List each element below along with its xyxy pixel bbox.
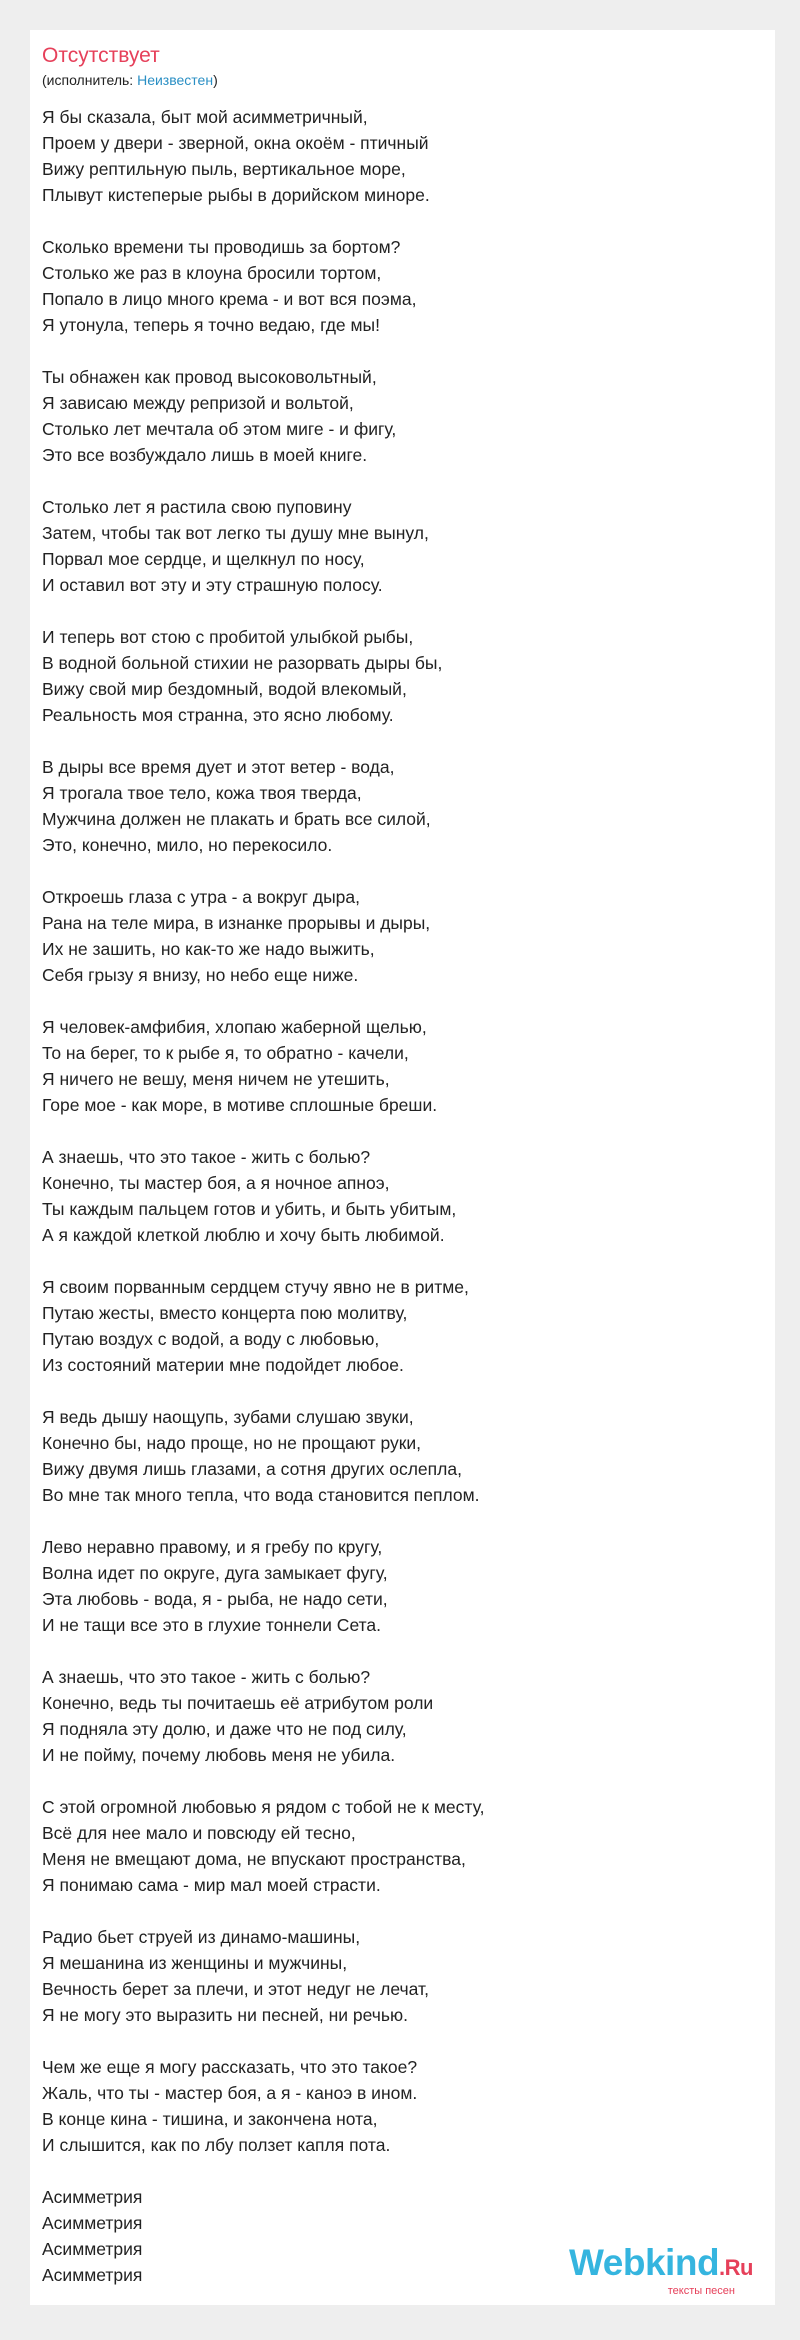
lyrics-stanza — [42, 624, 762, 728]
lyrics-stanza — [42, 1404, 762, 1508]
lyrics-line: И теперь вот стою с пробитой улыбкой рыбы, — [42, 627, 414, 647]
lyrics-line: Я ведь дышу наощупь, зубами слушаю звуки, — [42, 1407, 414, 1427]
lyrics-line: Рана на теле мира, в изнанке прорывы и дыры, — [42, 913, 431, 933]
lyrics-line: И слышится, как по лбу ползет капля пота. — [42, 2135, 391, 2155]
lyrics-line: Эта любовь - вода, я - рыба, не надо сети, — [42, 1589, 388, 1609]
lyrics-line: Асимметрия — [42, 2265, 143, 2285]
lyrics-line: А я каждой клеткой люблю и хочу быть любимой. — [42, 1225, 445, 1245]
lyrics-stanza — [42, 364, 762, 468]
lyrics-line: Вижу свой мир бездомный, водой влекомый, — [42, 679, 407, 699]
lyrics-line: Из состояний материи мне подойдет любое. — [42, 1355, 404, 1375]
logo-tagline: тексты песен — [667, 2285, 735, 2297]
lyrics-line: Затем, чтобы так вот легко ты душу мне вынул, — [42, 523, 429, 543]
lyrics-line: Я не могу это выразить ни песней, ни речью. — [42, 2005, 408, 2025]
lyrics-line: Я зависаю между репризой и вольтой, — [42, 393, 354, 413]
lyrics-line: Волна идет по округе, дуга замыкает фугу, — [42, 1563, 388, 1583]
lyrics-line: Во мне так много тепла, что вода становится пеплом. — [42, 1485, 480, 1505]
lyrics-line: Попало в лицо много крема - и вот вся поэма, — [42, 289, 417, 309]
logo-name: Webkind — [569, 2242, 720, 2283]
lyrics-line: В дыры все время дует и этот ветер - вода, — [42, 757, 395, 777]
lyrics-line: Меня не вмещают дома, не впускают пространства, — [42, 1849, 466, 1869]
lyrics-stanza — [42, 1664, 762, 1768]
lyrics-line: Я человек-амфибия, хлопаю жаберной щелью, — [42, 1017, 427, 1037]
lyrics-line: Всё для нее мало и повсюду ей тесно, — [42, 1823, 356, 1843]
lyrics-line: Сколько времени ты проводишь за бортом? — [42, 237, 401, 257]
lyrics-line: Я бы сказала, быт мой асимметричный, — [42, 107, 368, 127]
artist-line — [42, 72, 218, 88]
lyrics-line: Я трогала твое тело, кожа твоя тверда, — [42, 783, 362, 803]
lyrics-line: В конце кина - тишина, и закончена нота, — [42, 2109, 378, 2129]
lyrics-line: Это все возбуждало лишь в моей книге. — [42, 445, 368, 465]
lyrics-line: Вижу двумя лишь глазами, а сотня других ослепла, — [42, 1459, 462, 1479]
lyrics-line: Столько лет я растила свою пуповину — [42, 497, 352, 517]
lyrics-line: Я понимаю сама - мир мал моей страсти. — [42, 1875, 381, 1895]
lyrics-stanza — [42, 1014, 762, 1118]
lyrics-line: Их не зашить, но как-то же надо выжить, — [42, 939, 375, 959]
lyrics-body — [42, 104, 762, 2314]
lyrics-line: И оставил вот эту и эту страшную полосу. — [42, 575, 383, 595]
lyrics-line: Радио бьет струей из динамо-машины, — [42, 1927, 361, 1947]
lyrics-line: Асимметрия — [42, 2187, 143, 2207]
lyrics-line: Асимметрия — [42, 2239, 143, 2259]
lyrics-line: Я ничего не вешу, меня ничем не утешить, — [42, 1069, 390, 1089]
lyrics-line: Горе мое - как море, в мотиве сплошные бреши. — [42, 1095, 438, 1115]
lyrics-line: Вечность берет за плечи, и этот недуг не лечат, — [42, 1979, 429, 1999]
lyrics-line: Конечно бы, надо проще, но не прощают руки, — [42, 1433, 422, 1453]
lyrics-line: Мужчина должен не плакать и брать все силой, — [42, 809, 431, 829]
lyrics-line: А знаешь, что это такое - жить с болью? — [42, 1667, 371, 1687]
lyrics-line: Реальность моя странна, это ясно любому. — [42, 705, 394, 725]
lyrics-line: Конечно, ведь ты почитаешь её атрибутом роли — [42, 1693, 434, 1713]
lyrics-line: Чем же еще я могу рассказать, что это такое? — [42, 2057, 418, 2077]
lyrics-line: Я подняла эту долю, и даже что не под силу, — [42, 1719, 407, 1739]
lyrics-line: Путаю воздух с водой, а воду с любовью, — [42, 1329, 380, 1349]
lyrics-line: Жаль, что ты - мастер боя, а я - каноэ в ином. — [42, 2083, 418, 2103]
lyrics-line: Порвал мое сердце, и щелкнул по носу, — [42, 549, 365, 569]
site-logo[interactable] — [569, 2244, 753, 2297]
lyrics-line: Асимметрия — [42, 2213, 143, 2233]
artist-suffix: ) — [213, 72, 218, 88]
lyrics-line: Откроешь глаза с утра - а вокруг дыра, — [42, 887, 360, 907]
lyrics-stanza — [42, 1274, 762, 1378]
lyrics-line: Путаю жесты, вместо концерта пою молитву, — [42, 1303, 408, 1323]
lyrics-line: То на берег, то к рыбе я, то обратно - качели, — [42, 1043, 409, 1063]
lyrics-line: Ты обнажен как провод высоковольтный, — [42, 367, 377, 387]
song-title: Отсутствует — [42, 44, 160, 67]
lyrics-stanza — [42, 104, 762, 208]
lyrics-line: В водной больной стихии не разорвать дыры бы, — [42, 653, 443, 673]
lyrics-line: Вижу рептильную пыль, вертикальное море, — [42, 159, 406, 179]
logo-wordmark — [569, 2244, 753, 2287]
lyrics-line: Лево неравно правому, и я гребу по кругу, — [42, 1537, 383, 1557]
lyrics-line: Это, конечно, мило, но перекосило. — [42, 835, 333, 855]
lyrics-line: Я мешанина из женщины и мужчины, — [42, 1953, 348, 1973]
logo-suffix: .Ru — [719, 2255, 753, 2280]
lyrics-line: Проем у двери - зверной, окна окоём - птичный — [42, 133, 429, 153]
lyrics-card — [30, 30, 775, 2305]
lyrics-line: Я своим порванным сердцем стучу явно не в ритме, — [42, 1277, 469, 1297]
lyrics-stanza — [42, 754, 762, 858]
lyrics-line: А знаешь, что это такое - жить с болью? — [42, 1147, 371, 1167]
lyrics-line: С этой огромной любовью я рядом с тобой не к месту, — [42, 1797, 485, 1817]
artist-prefix: (исполнитель: — [42, 72, 138, 88]
lyrics-line: Конечно, ты мастер боя, а я ночное апноэ, — [42, 1173, 390, 1193]
lyrics-stanza — [42, 1794, 762, 1898]
lyrics-stanza — [42, 884, 762, 988]
lyrics-line: Столько лет мечтала об этом миге - и фигу, — [42, 419, 397, 439]
lyrics-line: Я утонула, теперь я точно ведаю, где мы! — [42, 315, 380, 335]
lyrics-stanza — [42, 234, 762, 338]
lyrics-stanza — [42, 494, 762, 598]
lyrics-stanza — [42, 1534, 762, 1638]
lyrics-line: Себя грызу я внизу, но небо еще ниже. — [42, 965, 359, 985]
lyrics-line: Столько же раз в клоуна бросили тортом, — [42, 263, 382, 283]
lyrics-stanza — [42, 2054, 762, 2158]
lyrics-stanza — [42, 1144, 762, 1248]
lyrics-line: Ты каждым пальцем готов и убить, и быть убитым, — [42, 1199, 457, 1219]
lyrics-line: Плывут кистеперые рыбы в дорийском миноре. — [42, 185, 430, 205]
lyrics-line: И не тащи все это в глухие тоннели Сета. — [42, 1615, 382, 1635]
lyrics-line: И не пойму, почему любовь меня не убила. — [42, 1745, 396, 1765]
lyrics-stanza — [42, 1924, 762, 2028]
artist-link[interactable]: Неизвестен — [137, 72, 214, 88]
